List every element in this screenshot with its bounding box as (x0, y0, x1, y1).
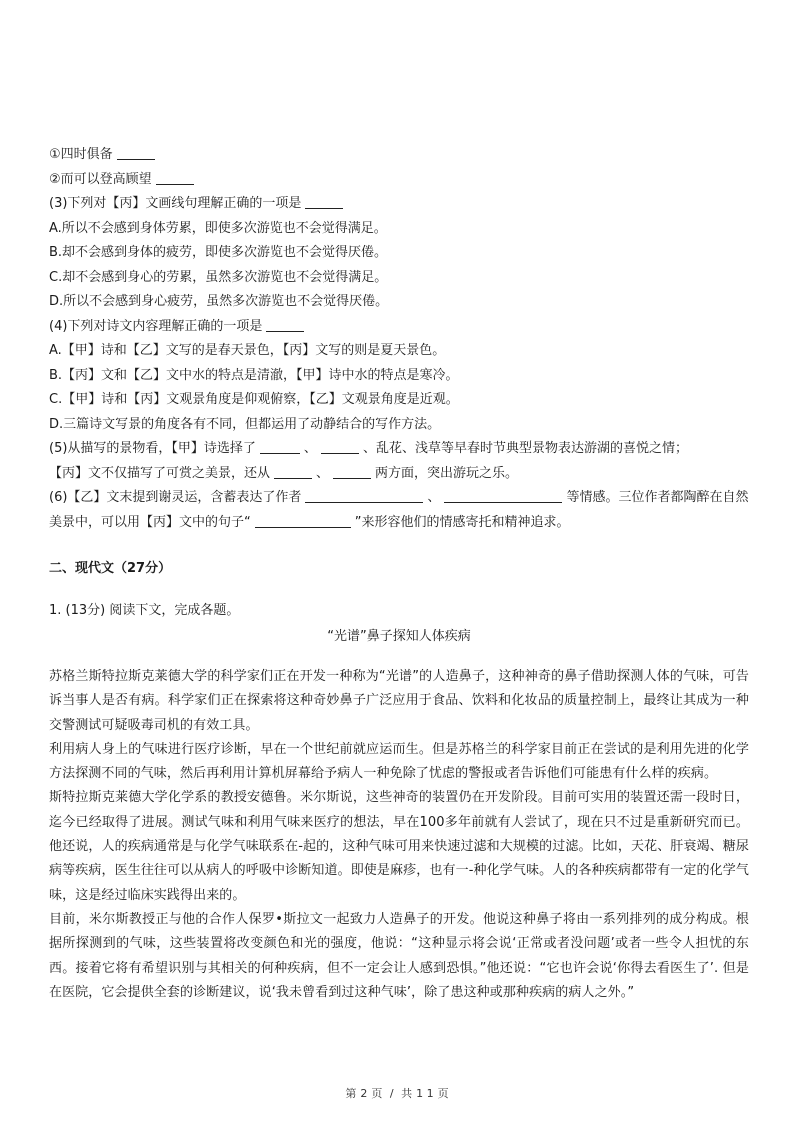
question-6-line-2 (49, 511, 749, 536)
question-text: (6)【乙】文末提到谢灵运，含蓄表达了作者 (49, 490, 302, 505)
exam-page (49, 143, 749, 1005)
item-label: ①四时俱备 (49, 147, 113, 162)
q3-option-b: B.却不会感到身体的疲劳，即使多次游览也不会觉得厌倦。 (49, 245, 388, 260)
article-paragraph: 利用病人身上的气味进行医疗诊断，早在一个世纪前就应运而生。但是苏格兰的科学家目前正在尝试的是利用先进的化学方法探测不同的气味，然后再利用计算机屏幕给予病人一种免除了忧虑的警报或者告诉他们可能患有什么样的疾病。 (49, 741, 749, 782)
q4-option-c: C.【甲】诗和【丙】文观景角度是仰观俯察，【乙】文观景角度是近观。 (49, 392, 459, 407)
question-text: 两方面，突出游玩之乐。 (375, 465, 519, 481)
page-number: 2 (360, 1087, 368, 1100)
total-pages: 1 1 (416, 1087, 434, 1100)
fill-item-2 (49, 168, 749, 193)
answer-blank[interactable] (266, 318, 304, 332)
q4-option-a: A.【甲】诗和【乙】文写的是春天景色，【丙】文写的则是夏天景色。 (49, 343, 446, 358)
q4-option-b: B.【丙】文和【乙】文中水的特点是清澈，【甲】诗中水的特点是寒冷。 (49, 367, 459, 383)
page-unit: 页 (371, 1087, 383, 1100)
answer-blank[interactable] (321, 440, 359, 454)
answer-blank[interactable] (444, 489, 562, 503)
separator: 、 (303, 441, 317, 456)
question-text: ”来形容他们的情感寄托和精神追求。 (354, 514, 570, 530)
answer-blank[interactable] (260, 440, 300, 454)
question-5-line-1 (49, 437, 749, 462)
question-text: (5)从描写的景物看，【甲】诗选择了 (49, 441, 256, 456)
page-footer (0, 1085, 794, 1101)
page-prefix: 第 (345, 1087, 357, 1100)
question-5-line-2 (49, 462, 749, 487)
q3-option-c: C.却不会感到身心的劳累，虽然多次游览也不会觉得满足。 (49, 269, 388, 285)
answer-blank[interactable] (156, 171, 194, 185)
article-paragraph: 苏格兰斯特拉斯克莱德大学的科学家们正在开发一种称为“光谱”的人造鼻子，这种神奇的鼻子借助探测人体的气味，可告诉当事人是否有病。科学家们正在探索将这种奇妙鼻子广泛应用于食品、饮料和化妆品的质量控制上，最终让其成为一种交警测试可疑吸毒司机的有效工具。 (49, 669, 749, 733)
section-title: 二、现代文（27分） (49, 561, 172, 576)
item-label: ②而可以登高顾望 (49, 171, 152, 187)
separator: 、 (316, 465, 330, 481)
question-text: (4)下列对诗文内容理解正确的一项是 (49, 318, 263, 334)
answer-blank[interactable] (333, 465, 371, 479)
article-paragraph: 斯特拉斯克莱德大学化学系的教授安德鲁。米尔斯说，这些神奇的装置仍在开发阶段。目前可实用的装置还需一段时日，迄今已经取得了进展。测试气味和利用气味来医疗的想法，早在100多年前就有人尝试了，现在只不过是重新研究而已。他还说，人的疾病通常是与化学气味联系在-起的，这种气味可用来快速过滤和大规模的过滤。比如，天花、肝衰竭、糖尿病等疾病，医生往往可以从病人的呼吸中诊断知道。即使是麻疹，也有一-种化学气味。人的各种疾病都带有一定的化学气味，这是经过临床实践得出来的。 (49, 790, 749, 903)
article-title: “光谱”鼻子探知人体疾病 (327, 629, 471, 644)
answer-blank[interactable] (305, 489, 423, 503)
article-paragraph: 目前，米尔斯教授正与他的合作人保罗•斯拉文一起致力人造鼻子的开发。他说这种鼻子将由一系列排列的成分构成。根据所探测到的气味，这些装置将改变颜色和光的强度，他说：“这种显示将会说‘正常或者没问题’或者一些令人担忧的东西。接着它将有希望识别与其相关的何种疾病，但不一定会让人感到恐惧。”他还说：“它也许会说‘你得去看医生了’. 但是在医院，它会提供全套的诊断建议，说‘我未曾看到过这种气味’，除了患这种或那种疾病的病人之外。” (49, 911, 749, 1000)
separator: 、 (427, 490, 441, 505)
total-unit: 页 (437, 1087, 449, 1100)
question-text: 【丙】文不仅描写了可赏之美景，还从 (49, 465, 271, 481)
question-3 (49, 192, 749, 217)
question-text: 、乱花、浅草等早春时节典型景物表达游湖的喜悦之情； (362, 441, 688, 456)
answer-blank[interactable] (274, 465, 312, 479)
question-text: 美景中，可以用【丙】文中的句子“ (49, 514, 251, 530)
total-prefix: 共 (401, 1087, 413, 1100)
question-4 (49, 315, 749, 340)
question-intro: 1. (13分) 阅读下文，完成各题。 (49, 603, 240, 618)
q3-option-a: A.所以不会感到身体劳累，即使多次游览也不会觉得满足。 (49, 220, 387, 236)
footer-divider: / (389, 1087, 394, 1100)
question-text: (3)下列对【丙】文画线句理解正确的一项是 (49, 196, 302, 211)
question-text: 等情感。三位作者都陶醉在自然 (566, 490, 749, 505)
fill-item-1 (49, 143, 749, 168)
answer-blank[interactable] (117, 146, 155, 160)
answer-blank[interactable] (255, 514, 351, 528)
q3-option-d: D.所以不会感到身心疲劳，虽然多次游览也不会觉得厌倦。 (49, 294, 389, 309)
q4-option-d: D.三篇诗文写景的角度各有不同，但都运用了动静结合的写作方法。 (49, 416, 441, 432)
question-6-line-1 (49, 486, 749, 511)
answer-blank[interactable] (305, 195, 343, 209)
